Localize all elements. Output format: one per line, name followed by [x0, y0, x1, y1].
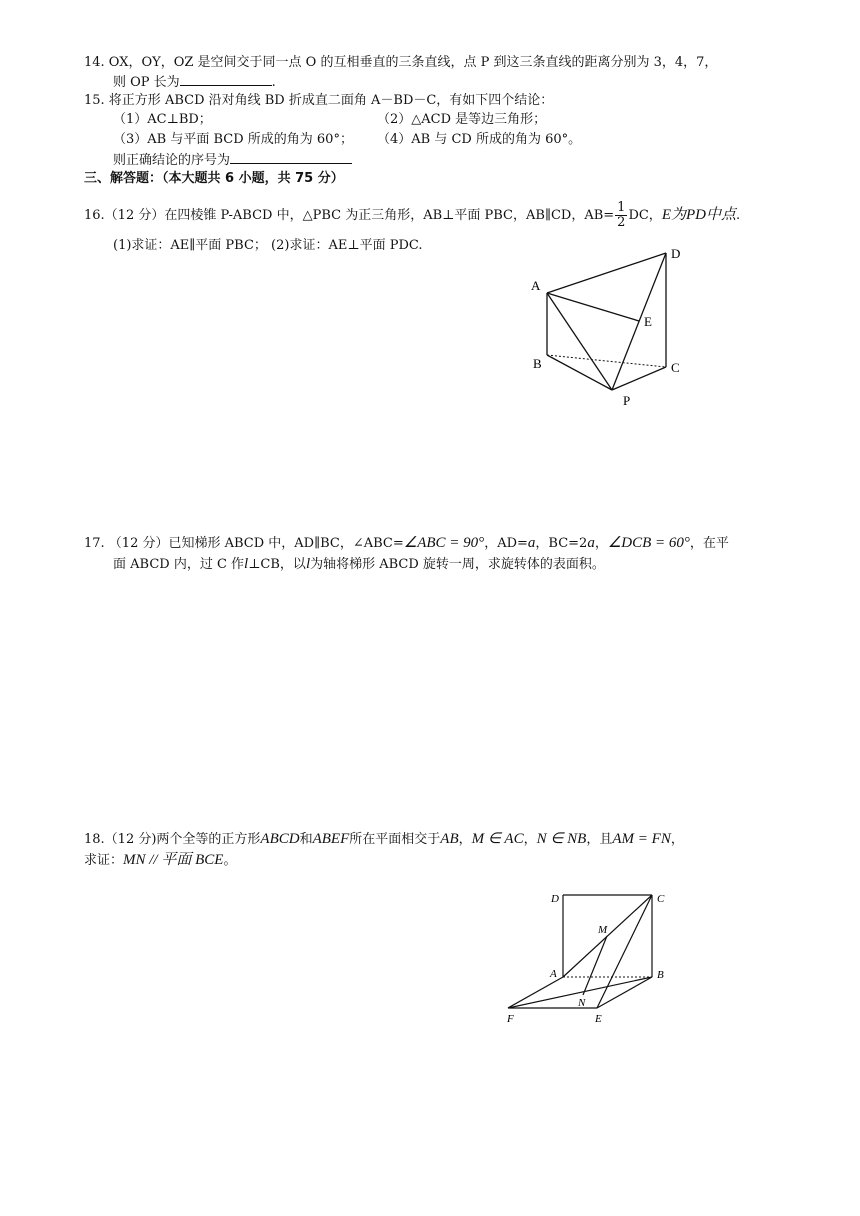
q18-m-in-ac: M ∈ AC	[471, 831, 524, 847]
q14-suffix: .	[271, 75, 276, 90]
q14-line1: 14. OX，OY，OZ 是空间交于同一点 O 的互相垂直的三条直线，点 P 到这三条直线的距离分别为 3，4，7，	[84, 55, 718, 70]
q17-var-l2: l	[305, 556, 311, 572]
q18-segment-ce	[597, 895, 652, 1008]
q17-text-a: 17. （12 分）已知梯形 ABCD 中，AD∥BC，∠ABC=	[84, 536, 404, 551]
q18-text-i: ，	[523, 832, 537, 847]
q16-segment-ae	[547, 293, 639, 321]
q18-ab: AB	[440, 831, 459, 847]
q16-label-c: C	[671, 360, 680, 375]
q16-figure	[525, 240, 695, 415]
q17-angle-dcb: ∠DCB = 60°	[607, 535, 690, 551]
q15-ask	[113, 151, 352, 170]
q18-n-in-nb: N ∈ NB	[536, 831, 587, 847]
q16-text-b: DC，	[628, 208, 662, 223]
q18-line2	[84, 851, 236, 870]
q18-label-b: B	[657, 969, 664, 981]
q16-subquestions: (1)求证：AE∥平面 PBC； (2)求证：AE⊥平面 PDC.	[113, 238, 423, 253]
q15-answer-blank	[230, 151, 352, 164]
q18-abcd: ABCD	[260, 831, 300, 847]
q18-figure	[500, 885, 680, 1025]
q18-text-k: ，且	[586, 832, 613, 847]
q18-label-d: D	[551, 893, 559, 905]
q18-label-e: E	[595, 1013, 602, 1025]
q15-option-2: （2）△ACD 是等边三角形；	[377, 112, 547, 127]
q15-option-4: （4）AB 与 CD 所成的角为 60°。	[377, 132, 582, 147]
q17-text-2e: 为轴将梯形 ABCD 旋转一周，求旋转体的表面积。	[310, 557, 605, 572]
q18-mn-parallel: MN // 平面 BCE	[123, 852, 224, 868]
q17-text-2a: 面 ABCD 内，过 C 作	[113, 557, 245, 572]
q18-text-c: 和	[299, 832, 313, 847]
q18-abef: ABEF	[312, 831, 350, 847]
q16-fraction	[615, 201, 627, 230]
q18-text-2a: 求证：	[84, 853, 124, 868]
q17-text-c: ，AD=	[484, 536, 528, 551]
q17-text-2c: ⊥CB，以	[248, 557, 306, 572]
q16-frac-den: 2	[617, 215, 626, 230]
q16-edge-ad	[547, 253, 666, 293]
q17-angle-abc: ∠ABC = 90°	[403, 535, 485, 551]
q16-label-p: P	[623, 393, 631, 408]
q16-label-d: D	[671, 246, 681, 261]
q17-line2	[113, 555, 605, 574]
section-title: 三、解答题：（本大题共 6 小题，共 75 分）	[84, 171, 344, 186]
q17-text-i: ，在平	[689, 536, 729, 551]
q18-text-2c: 。	[223, 853, 237, 868]
q17-var-a2: a	[587, 535, 595, 551]
q17-var-a1: a	[527, 535, 536, 551]
q16-frac-num: 1	[617, 200, 626, 215]
q15-option-3: （3）AB 与平面 BCD 所成的角为 60°；	[113, 132, 353, 147]
q14-prefix: 则 OP 长为	[113, 75, 180, 90]
q16-label-e: E	[644, 314, 652, 329]
q16-label-a: A	[531, 278, 541, 293]
q18-label-n: N	[578, 997, 586, 1009]
q18-text-e: 所在平面相交于	[349, 832, 441, 847]
q16-line1	[84, 198, 740, 233]
q16-label-b: B	[533, 356, 542, 371]
q16-text-a: 16.（12 分）在四棱锥 P-ABCD 中，△PBC 为正三角形，AB⊥平面 PBC，AB∥CD，AB=	[84, 208, 615, 223]
q18-edge-eb	[597, 977, 652, 1008]
q16-edge-bp	[547, 355, 612, 390]
q18-text-a: 18.（12 分)两个全等的正方形	[84, 832, 261, 847]
q17-text-g: ，	[594, 536, 608, 551]
q18-label-c: C	[657, 893, 665, 905]
q18-line1	[84, 830, 684, 849]
q17-var-l1: l	[244, 556, 249, 572]
q16-text-c: E为PD中点	[661, 207, 736, 223]
q17-line1	[84, 534, 729, 553]
q18-edge-af	[508, 977, 563, 1008]
q15-option-1: （1）AC⊥BD；	[113, 112, 212, 127]
q15-ask-text: 则正确结论的序号为	[113, 153, 231, 168]
q14-line2	[113, 73, 276, 92]
q14-answer-blank	[180, 73, 272, 86]
q18-diagonal-ac	[563, 895, 652, 977]
q18-segment-mn	[583, 936, 607, 995]
q18-label-m: M	[598, 924, 608, 936]
q16-text-d: .	[735, 208, 741, 223]
q18-label-f: F	[507, 1013, 514, 1025]
q18-text-g: ，	[458, 832, 472, 847]
q15-line1: 15. 将正方形 ABCD 沿对角线 BD 折成直二面角 A－BD－C，有如下四个结论：	[84, 93, 554, 108]
q17-text-e: ，BC=2	[535, 536, 588, 551]
q16-edge-ap	[547, 293, 612, 390]
q18-label-a: A	[550, 968, 557, 980]
q16-edge-dp	[612, 253, 666, 390]
q18-text-m: ，	[670, 832, 684, 847]
q18-am-eq-fn: AM = FN	[612, 831, 671, 847]
